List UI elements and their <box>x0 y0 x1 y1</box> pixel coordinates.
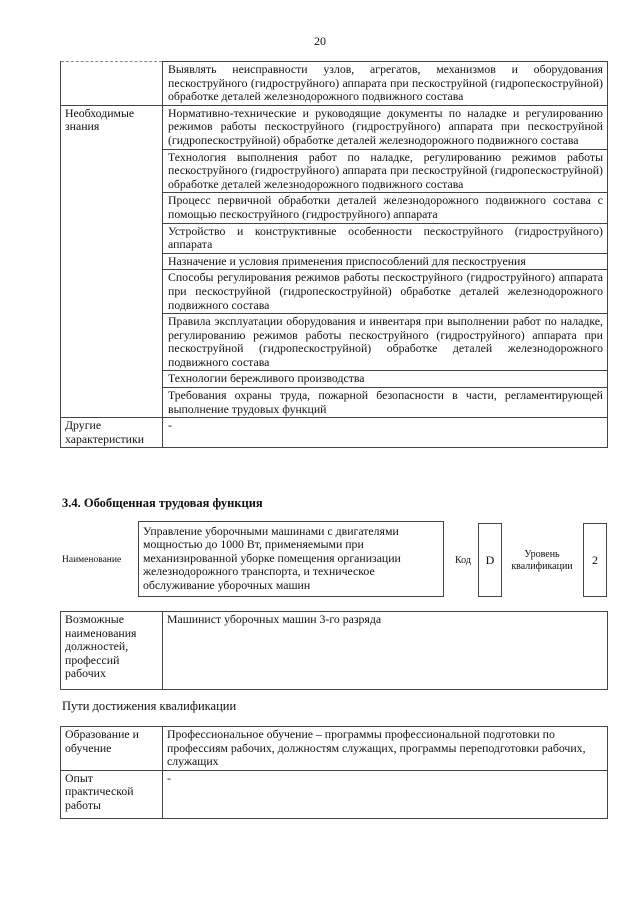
name-label: Наименование <box>62 555 122 565</box>
experience-label: Опыт практической работы <box>61 770 163 818</box>
knowledge-item: Нормативно-технические и руководящие документы по наладке и регулированию режимов работы пескоструйного (гидроструйного) аппарата при пескоструйной (гидропескоструйной) обработке деталей железнодорожного подвижного состава <box>163 105 608 149</box>
paths-table <box>60 726 608 819</box>
level-label: Уровень квалификации <box>511 549 573 572</box>
section-heading: 3.4. Обобщенная трудовая функция <box>62 496 263 510</box>
positions-value: Машинист уборочных машин 3-го разряда <box>163 612 608 690</box>
table-row <box>61 727 608 771</box>
table-row <box>61 62 608 106</box>
skill-item: Выявлять неисправности узлов, агрегатов, механизмов и оборудования пескоструйного (гидроструйного) аппарата при пескоструйной (гидропескоструйной) обработке деталей железнодорожного подвижного состава <box>163 62 608 106</box>
knowledge-table <box>60 61 608 448</box>
other-value: - <box>163 418 608 448</box>
knowledge-item: Правила эксплуатации оборудования и инвентаря при выполнении работ по наладке, регулированию режимов работы пескоструйного (гидроструйного) аппарата при пескоструйной (гидропескоструйной) обработке деталей железнодорожного подвижного состава <box>163 314 608 371</box>
knowledge-item: Назначение и условия применения приспособлений для пескоструения <box>163 253 608 270</box>
code-value: D <box>478 523 502 597</box>
other-label: Другие характеристики <box>61 418 163 448</box>
positions-label: Возможные наименования должностей, профессий рабочих <box>61 612 163 690</box>
code-label: Код <box>455 555 471 566</box>
knowledge-item: Способы регулирования режимов работы пескоструйного (гидроструйного) аппарата при пескоструйной (гидропескоструйной) обработке деталей железнодорожного подвижного состава <box>163 270 608 314</box>
education-label: Образование и обучение <box>61 727 163 771</box>
knowledge-item: Технологии бережливого производства <box>163 371 608 388</box>
knowledge-item: Устройство и конструктивные особенности пескоструйного (гидроструйного) аппарата <box>163 223 608 253</box>
education-value: Профессиональное обучение – программы профессиональной подготовки по профессиям рабочих, должностям служащих, программы переподготовки рабочих, служащих <box>163 727 608 771</box>
knowledge-label: Необходимые знания <box>61 105 163 417</box>
level-value: 2 <box>583 523 607 597</box>
table-cell-empty <box>61 62 163 106</box>
table-row <box>61 770 608 818</box>
function-name-value: Управление уборочными машинами с двигателями мощностью до 1000 Вт, применяемыми при механизированной уборке помещения организации железнодорожного транспорта, и техническое обслуживание уборочных машин <box>138 521 444 597</box>
table-row <box>61 418 608 448</box>
experience-value: - <box>163 770 608 818</box>
page-number: 20 <box>314 34 326 48</box>
positions-table <box>60 611 608 690</box>
knowledge-item: Технология выполнения работ по наладке, регулированию режимов работы пескоструйного (гидроструйного) аппарата при пескоструйной (гидропескоструйной) обработке деталей железнодорожного подвижного состава <box>163 149 608 193</box>
knowledge-item: Требования охраны труда, пожарной безопасности в части, регламентирующей выполнение трудовых функций <box>163 388 608 418</box>
table-row <box>61 612 608 690</box>
paths-heading: Пути достижения квалификации <box>62 699 237 713</box>
knowledge-item: Процесс первичной обработки деталей железнодорожного подвижного состава с помощью пескоструйного (гидроструйного) аппарата <box>163 193 608 223</box>
table-row <box>61 105 608 149</box>
